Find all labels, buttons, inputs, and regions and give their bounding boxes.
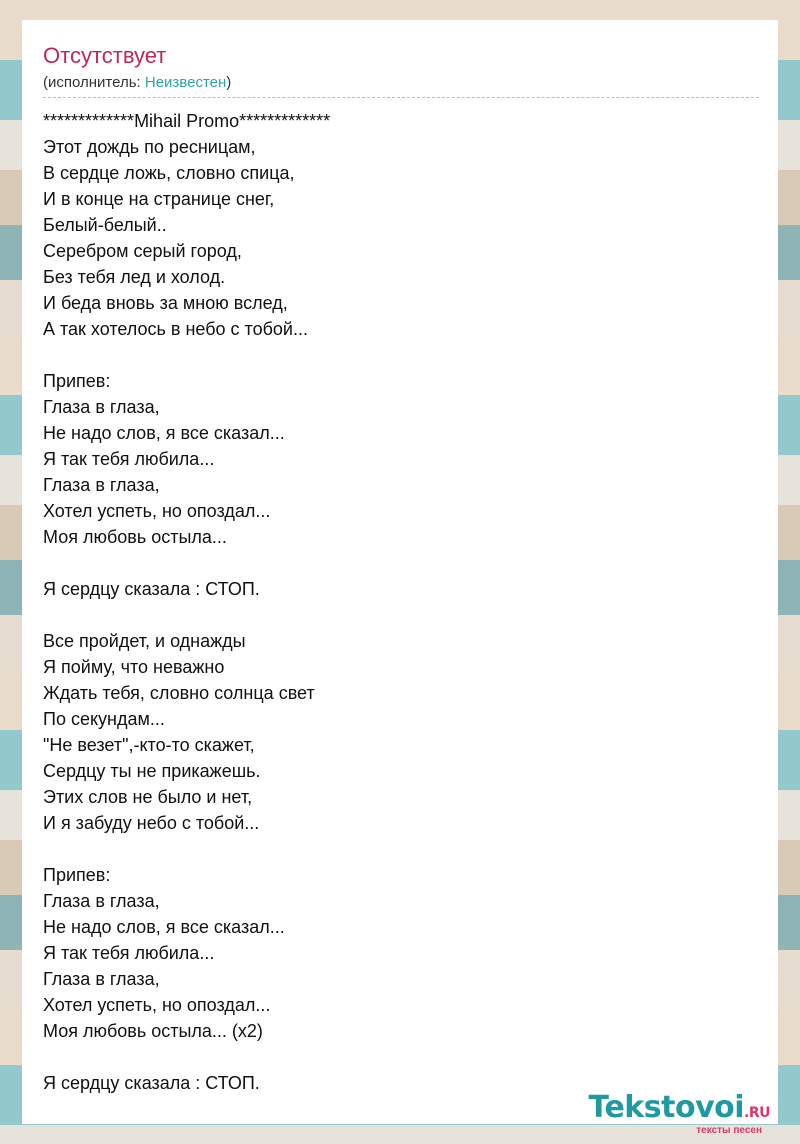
lyric-line: Моя любовь остыла... [43, 527, 227, 547]
site-logo [588, 1092, 770, 1136]
lyric-line: Ждать тебя, словно солнца свет [43, 683, 315, 703]
lyric-line: Сердцу ты не прикажешь. [43, 761, 261, 781]
header-divider [43, 97, 759, 98]
lyric-line: По секундам... [43, 709, 165, 729]
lyric-line: Припев: [43, 865, 111, 885]
artist-suffix: ) [226, 74, 232, 91]
lyric-line: Все пройдет, и однажды [43, 631, 246, 651]
lyric-line: Глаза в глаза, [43, 397, 160, 417]
lyrics-body [43, 108, 758, 1096]
lyric-line: Серебром серый город, [43, 241, 242, 261]
lyric-line: Глаза в глаза, [43, 891, 160, 911]
logo-tagline: тексты песен [696, 1125, 762, 1136]
lyric-line: Этих слов не было и нет, [43, 787, 253, 807]
lyric-line [43, 836, 758, 862]
lyric-line: Без тебя лед и холод. [43, 267, 226, 287]
lyric-line [43, 342, 758, 368]
lyric-line: Хотел успеть, но опоздал... [43, 501, 271, 521]
lyric-line: Не надо слов, я все сказал... [43, 423, 285, 443]
lyric-line: В сердце ложь, словно спица, [43, 163, 295, 183]
lyric-line: Хотел успеть, но опоздал... [43, 995, 271, 1015]
lyric-line: Я так тебя любила... [43, 449, 215, 469]
lyric-line: Я сердцу сказала : СТОП. [43, 1073, 260, 1093]
lyric-line: А так хотелось в небо с тобой... [43, 319, 308, 339]
logo-main-text: Tekstovoi [588, 1090, 745, 1125]
lyric-line: Не надо слов, я все сказал... [43, 917, 285, 937]
lyric-line: Глаза в глаза, [43, 475, 160, 495]
lyric-line: Белый-белый.. [43, 215, 167, 235]
lyric-line: Я сердцу сказала : СТОП. [43, 579, 260, 599]
lyric-line: И я забуду небо с тобой... [43, 813, 260, 833]
lyric-line [43, 1044, 758, 1070]
lyric-line: Этот дождь по ресницам, [43, 137, 256, 157]
lyric-line: "Не везет",-кто-то скажет, [43, 735, 255, 755]
artist-prefix: (исполнитель: [43, 74, 145, 91]
lyric-line: И в конце на странице снег, [43, 189, 275, 209]
lyrics-sheet [22, 20, 778, 1124]
logo-wordmark [588, 1092, 770, 1129]
lyric-line: Глаза в глаза, [43, 969, 160, 989]
lyric-line: Я пойму, что неважно [43, 657, 225, 677]
song-title: Отсутствует [43, 43, 167, 68]
lyric-line: Моя любовь остыла... (х2) [43, 1021, 263, 1041]
lyric-line: Припев: [43, 371, 111, 391]
lyric-line: *************Mihail Promo************* [43, 111, 331, 131]
lyric-line [43, 602, 758, 628]
artist-link[interactable]: Неизвестен [144, 74, 227, 91]
lyric-line: Я так тебя любила... [43, 943, 215, 963]
artist-line [43, 73, 758, 93]
logo-tld: .RU [744, 1105, 770, 1121]
lyric-line: И беда вновь за мною вслед, [43, 293, 288, 313]
lyric-line [43, 550, 758, 576]
